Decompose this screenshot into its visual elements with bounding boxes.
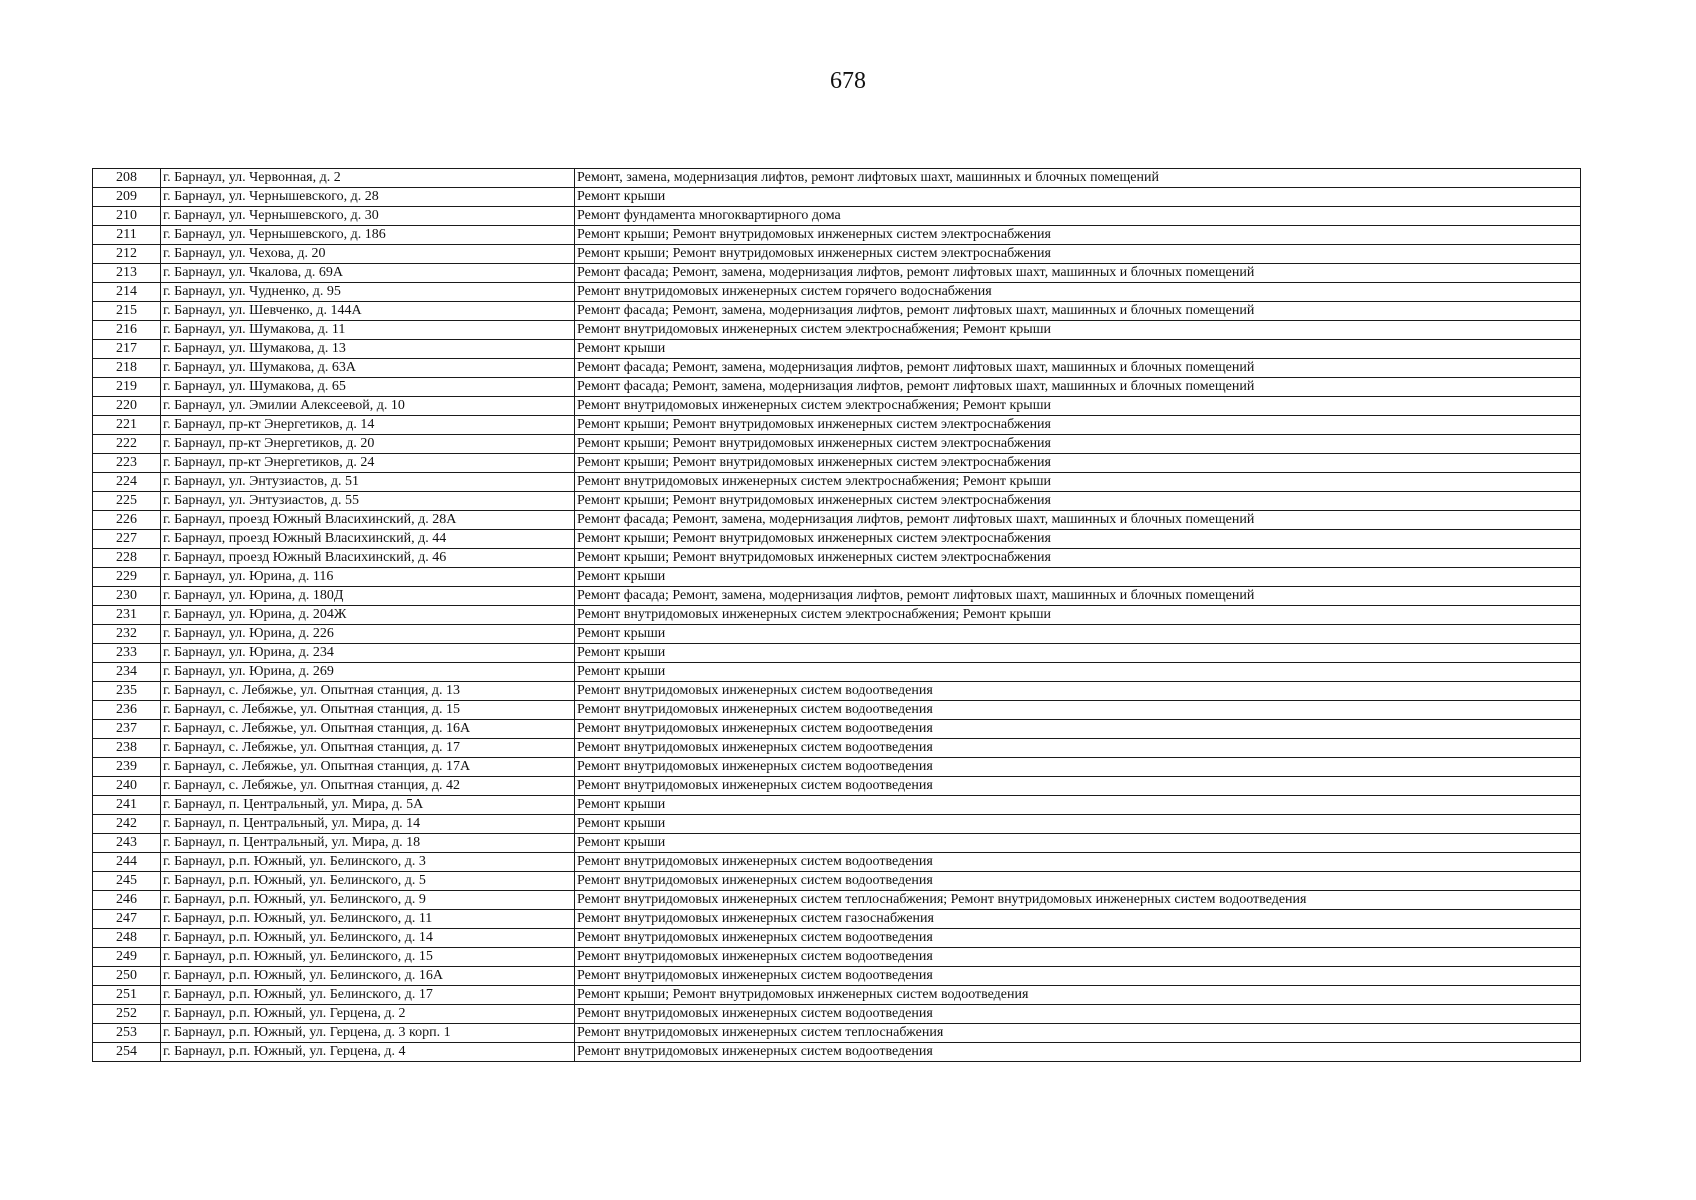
row-number-cell: 246	[93, 891, 161, 910]
work-type-cell: Ремонт крыши; Ремонт внутридомовых инженерных систем электроснабжения	[575, 245, 1581, 264]
address-cell: г. Барнаул, ул. Чкалова, д. 69А	[161, 264, 575, 283]
work-type-cell: Ремонт внутридомовых инженерных систем электроснабжения; Ремонт крыши	[575, 473, 1581, 492]
table-row	[93, 1005, 1581, 1024]
table-row	[93, 644, 1581, 663]
work-type-cell: Ремонт внутридомовых инженерных систем горячего водоснабжения	[575, 283, 1581, 302]
table-row	[93, 853, 1581, 872]
table-row	[93, 302, 1581, 321]
work-type-cell: Ремонт внутридомовых инженерных систем водоотведения	[575, 701, 1581, 720]
table-row	[93, 511, 1581, 530]
table-row	[93, 568, 1581, 587]
work-type-cell: Ремонт фасада; Ремонт, замена, модернизация лифтов, ремонт лифтовых шахт, машинных и блочных помещений	[575, 587, 1581, 606]
table-row	[93, 1024, 1581, 1043]
row-number-cell: 230	[93, 587, 161, 606]
work-type-cell: Ремонт крыши	[575, 815, 1581, 834]
address-cell: г. Барнаул, ул. Энтузиастов, д. 55	[161, 492, 575, 511]
table-row	[93, 663, 1581, 682]
row-number-cell: 244	[93, 853, 161, 872]
row-number-cell: 215	[93, 302, 161, 321]
address-cell: г. Барнаул, ул. Чернышевского, д. 28	[161, 188, 575, 207]
work-type-cell: Ремонт фасада; Ремонт, замена, модернизация лифтов, ремонт лифтовых шахт, машинных и блочных помещений	[575, 302, 1581, 321]
table-row	[93, 473, 1581, 492]
address-cell: г. Барнаул, проезд Южный Власихинский, д. 46	[161, 549, 575, 568]
row-number-cell: 232	[93, 625, 161, 644]
address-cell: г. Барнаул, проезд Южный Власихинский, д. 28А	[161, 511, 575, 530]
address-cell: г. Барнаул, р.п. Южный, ул. Герцена, д. 2	[161, 1005, 575, 1024]
work-type-cell: Ремонт фундамента многоквартирного дома	[575, 207, 1581, 226]
row-number-cell: 240	[93, 777, 161, 796]
address-cell: г. Барнаул, пр-кт Энергетиков, д. 24	[161, 454, 575, 473]
table-row	[93, 891, 1581, 910]
table-row	[93, 264, 1581, 283]
table-row	[93, 188, 1581, 207]
row-number-cell: 229	[93, 568, 161, 587]
work-type-cell: Ремонт внутридомовых инженерных систем водоотведения	[575, 1005, 1581, 1024]
table-row	[93, 910, 1581, 929]
address-cell: г. Барнаул, ул. Шумакова, д. 13	[161, 340, 575, 359]
row-number-cell: 226	[93, 511, 161, 530]
work-type-cell: Ремонт внутридомовых инженерных систем водоотведения	[575, 758, 1581, 777]
work-type-cell: Ремонт крыши	[575, 796, 1581, 815]
row-number-cell: 245	[93, 872, 161, 891]
table-row	[93, 967, 1581, 986]
work-type-cell: Ремонт крыши	[575, 834, 1581, 853]
table-row	[93, 625, 1581, 644]
address-cell: г. Барнаул, ул. Эмилии Алексеевой, д. 10	[161, 397, 575, 416]
address-cell: г. Барнаул, ул. Шевченко, д. 144А	[161, 302, 575, 321]
work-type-cell: Ремонт внутридомовых инженерных систем водоотведения	[575, 1043, 1581, 1062]
table-row	[93, 169, 1581, 188]
address-cell: г. Барнаул, ул. Юрина, д. 116	[161, 568, 575, 587]
housing-repair-table	[92, 168, 1581, 1062]
address-cell: г. Барнаул, ул. Юрина, д. 234	[161, 644, 575, 663]
work-type-cell: Ремонт внутридомовых инженерных систем водоотведения	[575, 967, 1581, 986]
work-type-cell: Ремонт внутридомовых инженерных систем электроснабжения; Ремонт крыши	[575, 321, 1581, 340]
table-row	[93, 720, 1581, 739]
row-number-cell: 248	[93, 929, 161, 948]
address-cell: г. Барнаул, проезд Южный Власихинский, д. 44	[161, 530, 575, 549]
work-type-cell: Ремонт крыши; Ремонт внутридомовых инженерных систем водоотведения	[575, 986, 1581, 1005]
table-row	[93, 359, 1581, 378]
table-row	[93, 283, 1581, 302]
table-row	[93, 245, 1581, 264]
address-cell: г. Барнаул, ул. Чернышевского, д. 186	[161, 226, 575, 245]
work-type-cell: Ремонт внутридомовых инженерных систем водоотведения	[575, 682, 1581, 701]
table-row	[93, 226, 1581, 245]
row-number-cell: 249	[93, 948, 161, 967]
table-row	[93, 397, 1581, 416]
address-cell: г. Барнаул, р.п. Южный, ул. Белинского, д. 3	[161, 853, 575, 872]
row-number-cell: 235	[93, 682, 161, 701]
address-cell: г. Барнаул, ул. Энтузиастов, д. 51	[161, 473, 575, 492]
address-cell: г. Барнаул, р.п. Южный, ул. Белинского, д. 16А	[161, 967, 575, 986]
row-number-cell: 224	[93, 473, 161, 492]
row-number-cell: 213	[93, 264, 161, 283]
row-number-cell: 239	[93, 758, 161, 777]
work-type-cell: Ремонт крыши	[575, 568, 1581, 587]
work-type-cell: Ремонт внутридомовых инженерных систем теплоснабжения; Ремонт внутридомовых инженерных систем водоотведения	[575, 891, 1581, 910]
table-row	[93, 796, 1581, 815]
table-body	[93, 169, 1581, 1062]
row-number-cell: 221	[93, 416, 161, 435]
row-number-cell: 220	[93, 397, 161, 416]
table-row	[93, 321, 1581, 340]
work-type-cell: Ремонт внутридомовых инженерных систем газоснабжения	[575, 910, 1581, 929]
work-type-cell: Ремонт фасада; Ремонт, замена, модернизация лифтов, ремонт лифтовых шахт, машинных и блочных помещений	[575, 359, 1581, 378]
address-cell: г. Барнаул, ул. Шумакова, д. 11	[161, 321, 575, 340]
table-row	[93, 948, 1581, 967]
address-cell: г. Барнаул, с. Лебяжье, ул. Опытная станция, д. 17	[161, 739, 575, 758]
table-row	[93, 207, 1581, 226]
table-row	[93, 416, 1581, 435]
work-type-cell: Ремонт внутридомовых инженерных систем водоотведения	[575, 739, 1581, 758]
row-number-cell: 210	[93, 207, 161, 226]
address-cell: г. Барнаул, пр-кт Энергетиков, д. 14	[161, 416, 575, 435]
address-cell: г. Барнаул, ул. Чехова, д. 20	[161, 245, 575, 264]
row-number-cell: 219	[93, 378, 161, 397]
address-cell: г. Барнаул, с. Лебяжье, ул. Опытная станция, д. 17А	[161, 758, 575, 777]
row-number-cell: 231	[93, 606, 161, 625]
table-row	[93, 606, 1581, 625]
row-number-cell: 222	[93, 435, 161, 454]
work-type-cell: Ремонт крыши; Ремонт внутридомовых инженерных систем электроснабжения	[575, 549, 1581, 568]
work-type-cell: Ремонт фасада; Ремонт, замена, модернизация лифтов, ремонт лифтовых шахт, машинных и блочных помещений	[575, 378, 1581, 397]
row-number-cell: 242	[93, 815, 161, 834]
address-cell: г. Барнаул, ул. Юрина, д. 269	[161, 663, 575, 682]
table-row	[93, 701, 1581, 720]
work-type-cell: Ремонт внутридомовых инженерных систем водоотведения	[575, 720, 1581, 739]
work-type-cell: Ремонт крыши; Ремонт внутридомовых инженерных систем электроснабжения	[575, 416, 1581, 435]
row-number-cell: 253	[93, 1024, 161, 1043]
table-row	[93, 986, 1581, 1005]
table-row	[93, 1043, 1581, 1062]
address-cell: г. Барнаул, с. Лебяжье, ул. Опытная станция, д. 16А	[161, 720, 575, 739]
row-number-cell: 225	[93, 492, 161, 511]
work-type-cell: Ремонт внутридомовых инженерных систем теплоснабжения	[575, 1024, 1581, 1043]
work-type-cell: Ремонт фасада; Ремонт, замена, модернизация лифтов, ремонт лифтовых шахт, машинных и блочных помещений	[575, 264, 1581, 283]
row-number-cell: 237	[93, 720, 161, 739]
row-number-cell: 241	[93, 796, 161, 815]
work-type-cell: Ремонт внутридомовых инженерных систем электроснабжения; Ремонт крыши	[575, 606, 1581, 625]
address-cell: г. Барнаул, пр-кт Энергетиков, д. 20	[161, 435, 575, 454]
address-cell: г. Барнаул, ул. Червонная, д. 2	[161, 169, 575, 188]
row-number-cell: 243	[93, 834, 161, 853]
address-cell: г. Барнаул, п. Центральный, ул. Мира, д. 18	[161, 834, 575, 853]
work-type-cell: Ремонт крыши; Ремонт внутридомовых инженерных систем электроснабжения	[575, 435, 1581, 454]
row-number-cell: 216	[93, 321, 161, 340]
row-number-cell: 227	[93, 530, 161, 549]
work-type-cell: Ремонт внутридомовых инженерных систем электроснабжения; Ремонт крыши	[575, 397, 1581, 416]
work-type-cell: Ремонт крыши; Ремонт внутридомовых инженерных систем электроснабжения	[575, 226, 1581, 245]
table-row	[93, 758, 1581, 777]
address-cell: г. Барнаул, р.п. Южный, ул. Белинского, д. 5	[161, 872, 575, 891]
row-number-cell: 236	[93, 701, 161, 720]
table-row	[93, 739, 1581, 758]
work-type-cell: Ремонт внутридомовых инженерных систем водоотведения	[575, 948, 1581, 967]
table-row	[93, 340, 1581, 359]
address-cell: г. Барнаул, с. Лебяжье, ул. Опытная станция, д. 42	[161, 777, 575, 796]
work-type-cell: Ремонт внутридомовых инженерных систем водоотведения	[575, 853, 1581, 872]
work-type-cell: Ремонт крыши	[575, 625, 1581, 644]
address-cell: г. Барнаул, ул. Чудненко, д. 95	[161, 283, 575, 302]
table-row	[93, 872, 1581, 891]
row-number-cell: 250	[93, 967, 161, 986]
work-type-cell: Ремонт крыши	[575, 340, 1581, 359]
address-cell: г. Барнаул, р.п. Южный, ул. Белинского, д. 14	[161, 929, 575, 948]
table-row	[93, 682, 1581, 701]
address-cell: г. Барнаул, р.п. Южный, ул. Герцена, д. 3 корп. 1	[161, 1024, 575, 1043]
row-number-cell: 211	[93, 226, 161, 245]
work-type-cell: Ремонт, замена, модернизация лифтов, ремонт лифтовых шахт, машинных и блочных помещений	[575, 169, 1581, 188]
address-cell: г. Барнаул, р.п. Южный, ул. Белинского, д. 15	[161, 948, 575, 967]
address-cell: г. Барнаул, ул. Чернышевского, д. 30	[161, 207, 575, 226]
address-cell: г. Барнаул, п. Центральный, ул. Мира, д. 14	[161, 815, 575, 834]
table-row	[93, 492, 1581, 511]
row-number-cell: 247	[93, 910, 161, 929]
work-type-cell: Ремонт внутридомовых инженерных систем водоотведения	[575, 777, 1581, 796]
address-cell: г. Барнаул, р.п. Южный, ул. Белинского, д. 9	[161, 891, 575, 910]
row-number-cell: 251	[93, 986, 161, 1005]
row-number-cell: 252	[93, 1005, 161, 1024]
table-row	[93, 549, 1581, 568]
work-type-cell: Ремонт крыши	[575, 663, 1581, 682]
row-number-cell: 234	[93, 663, 161, 682]
address-cell: г. Барнаул, ул. Юрина, д. 226	[161, 625, 575, 644]
row-number-cell: 217	[93, 340, 161, 359]
table-row	[93, 378, 1581, 397]
work-type-cell: Ремонт фасада; Ремонт, замена, модернизация лифтов, ремонт лифтовых шахт, машинных и блочных помещений	[575, 511, 1581, 530]
work-type-cell: Ремонт внутридомовых инженерных систем водоотведения	[575, 929, 1581, 948]
address-cell: г. Барнаул, р.п. Южный, ул. Белинского, д. 17	[161, 986, 575, 1005]
address-cell: г. Барнаул, ул. Юрина, д. 180Д	[161, 587, 575, 606]
row-number-cell: 228	[93, 549, 161, 568]
row-number-cell: 218	[93, 359, 161, 378]
address-cell: г. Барнаул, с. Лебяжье, ул. Опытная станция, д. 15	[161, 701, 575, 720]
work-type-cell: Ремонт крыши	[575, 188, 1581, 207]
table-row	[93, 454, 1581, 473]
row-number-cell: 208	[93, 169, 161, 188]
row-number-cell: 212	[93, 245, 161, 264]
table-row	[93, 530, 1581, 549]
address-cell: г. Барнаул, ул. Шумакова, д. 65	[161, 378, 575, 397]
table-row	[93, 815, 1581, 834]
work-type-cell: Ремонт крыши; Ремонт внутридомовых инженерных систем электроснабжения	[575, 454, 1581, 473]
address-cell: г. Барнаул, р.п. Южный, ул. Белинского, д. 11	[161, 910, 575, 929]
address-cell: г. Барнаул, ул. Шумакова, д. 63А	[161, 359, 575, 378]
row-number-cell: 254	[93, 1043, 161, 1062]
page-number: 678	[830, 68, 866, 94]
address-cell: г. Барнаул, с. Лебяжье, ул. Опытная станция, д. 13	[161, 682, 575, 701]
work-type-cell: Ремонт крыши; Ремонт внутридомовых инженерных систем электроснабжения	[575, 530, 1581, 549]
address-cell: г. Барнаул, п. Центральный, ул. Мира, д. 5А	[161, 796, 575, 815]
row-number-cell: 223	[93, 454, 161, 473]
row-number-cell: 233	[93, 644, 161, 663]
row-number-cell: 209	[93, 188, 161, 207]
table-row	[93, 587, 1581, 606]
address-cell: г. Барнаул, р.п. Южный, ул. Герцена, д. 4	[161, 1043, 575, 1062]
row-number-cell: 214	[93, 283, 161, 302]
work-type-cell: Ремонт внутридомовых инженерных систем водоотведения	[575, 872, 1581, 891]
address-cell: г. Барнаул, ул. Юрина, д. 204Ж	[161, 606, 575, 625]
table-row	[93, 929, 1581, 948]
table-row	[93, 435, 1581, 454]
work-type-cell: Ремонт крыши	[575, 644, 1581, 663]
table-row	[93, 834, 1581, 853]
work-type-cell: Ремонт крыши; Ремонт внутридомовых инженерных систем электроснабжения	[575, 492, 1581, 511]
table-row	[93, 777, 1581, 796]
row-number-cell: 238	[93, 739, 161, 758]
